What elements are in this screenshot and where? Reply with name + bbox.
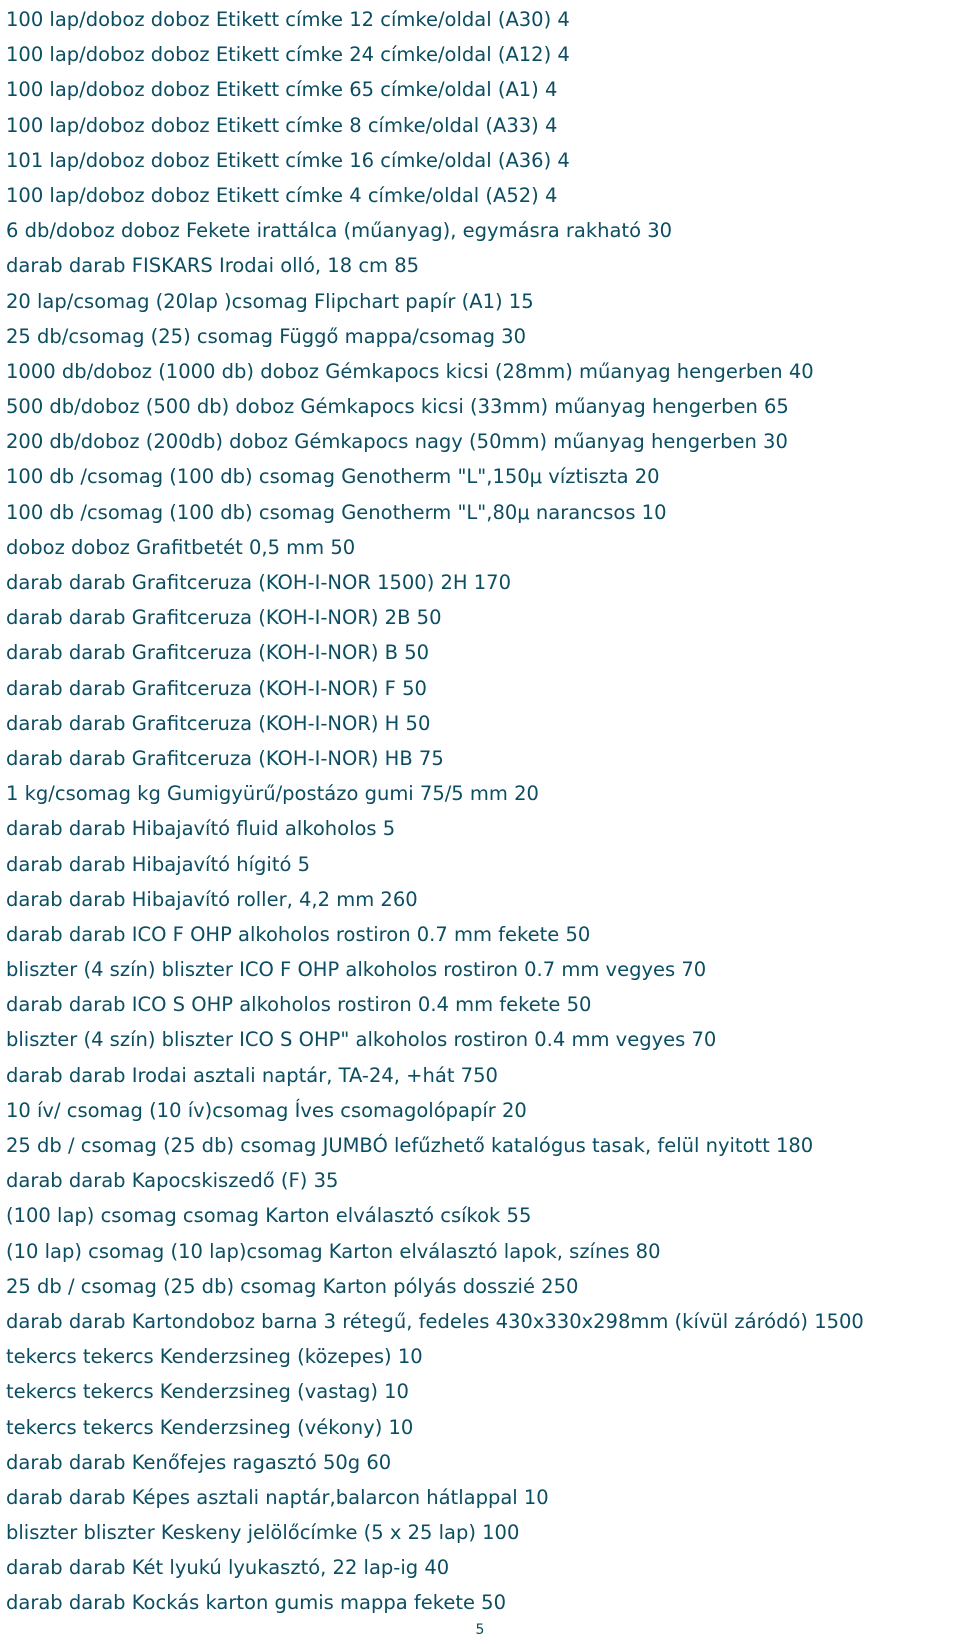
product-line: doboz doboz Grafitbetét 0,5 mm 50	[6, 535, 356, 559]
product-line: darab darab Kapocskiszedő (F) 35	[6, 1169, 339, 1193]
product-line: darab darab Grafitceruza (KOH-I-NOR) H 50	[6, 711, 431, 735]
product-line: darab darab Kenőfejes ragasztó 50g 60	[6, 1450, 392, 1474]
product-line: darab darab Grafitceruza (KOH-I-NOR) F 50	[6, 676, 427, 700]
product-line: darab darab Hibajavító hígitó 5	[6, 852, 311, 876]
product-line: 10 ív/ csomag (10 ív)csomag Íves csomagolópapír 20	[6, 1098, 527, 1122]
product-line: 100 lap/doboz doboz Etikett címke 12 címke/oldal (A30) 4	[6, 8, 570, 31]
product-line: 100 db /csomag (100 db) csomag Genotherm "L",80μ narancsos 10	[6, 500, 667, 524]
product-line: 20 lap/csomag (20lap )csomag Flipchart papír (A1) 15	[6, 289, 534, 313]
product-line: darab darab Grafitceruza (KOH-I-NOR) B 50	[6, 641, 430, 665]
product-line: (100 lap) csomag csomag Karton elválasztó csíkok 55	[6, 1204, 532, 1228]
product-line: bliszter bliszter Keskeny jelölőcímke (5 x 25 lap) 100	[6, 1521, 520, 1545]
product-line: 100 lap/doboz doboz Etikett címke 24 címke/oldal (A12) 4	[6, 43, 570, 67]
product-line: 25 db/csomag (25) csomag Függő mappa/csomag 30	[6, 324, 526, 348]
product-line: tekercs tekercs Kenderzsineg (vastag) 10	[6, 1380, 409, 1404]
product-line: darab darab Hibajavító fluid alkoholos 5	[6, 817, 396, 841]
page-number: 5	[475, 1622, 485, 1638]
product-line: darab darab Irodai asztali naptár, TA-24, +hát 750	[6, 1063, 498, 1087]
product-line: darab darab ICO S OHP alkoholos rostiron 0.4 mm fekete 50	[6, 993, 592, 1017]
product-line: 200 db/doboz (200db) doboz Gémkapocs nagy (50mm) műanyag hengerben 30	[6, 430, 788, 454]
product-line: darab darab Grafitceruza (KOH-I-NOR) HB 75	[6, 746, 444, 770]
product-line-list	[6, 2, 956, 1621]
product-line: 100 lap/doboz doboz Etikett címke 8 címke/oldal (A33) 4	[6, 113, 558, 137]
product-line: 6 db/doboz doboz Fekete irattálca (műanyag), egymásra rakható 30	[6, 219, 673, 243]
product-line: darab darab FISKARS Irodai olló, 18 cm 85	[6, 254, 420, 278]
product-line: tekercs tekercs Kenderzsineg (vékony) 10	[6, 1415, 414, 1439]
product-line: 1 kg/csomag kg Gumigyürű/postázo gumi 75/5 mm 20	[6, 782, 539, 806]
product-line: 1000 db/doboz (1000 db) doboz Gémkapocs kicsi (28mm) műanyag hengerben 40	[6, 359, 814, 383]
product-line: 100 lap/doboz doboz Etikett címke 65 címke/oldal (A1) 4	[6, 78, 558, 102]
product-line: bliszter (4 szín) bliszter ICO F OHP alkoholos rostiron 0.7 mm vegyes 70	[6, 958, 707, 982]
product-line: 25 db / csomag (25 db) csomag JUMBÓ lefűzhető katalógus tasak, felül nyitott 180	[6, 1134, 814, 1157]
product-line: darab darab ICO F OHP alkoholos rostiron 0.7 mm fekete 50	[6, 922, 591, 946]
product-line: darab darab Képes asztali naptár,balarcon hátlappal 10	[6, 1485, 549, 1509]
product-line: 100 lap/doboz doboz Etikett címke 4 címke/oldal (A52) 4	[6, 183, 558, 207]
product-line: tekercs tekercs Kenderzsineg (közepes) 10	[6, 1345, 423, 1369]
product-line: darab darab Grafitceruza (KOH-I-NOR 1500) 2H 170	[6, 571, 511, 594]
product-line: 500 db/doboz (500 db) doboz Gémkapocs kicsi (33mm) műanyag hengerben 65	[6, 395, 789, 419]
product-line: darab darab Grafitceruza (KOH-I-NOR) 2B 50	[6, 606, 442, 630]
product-line: darab darab Kartondoboz barna 3 rétegű, fedeles 430x330x298mm (kívül záródó) 1500	[6, 1309, 864, 1333]
product-line: bliszter (4 szín) bliszter ICO S OHP" alkoholos rostiron 0.4 mm vegyes 70	[6, 1028, 717, 1052]
product-line: darab darab Hibajavító roller, 4,2 mm 260	[6, 887, 418, 911]
product-line: darab darab Kockás karton gumis mappa fekete 50	[6, 1591, 506, 1615]
product-line: 100 db /csomag (100 db) csomag Genotherm "L",150μ víztiszta 20	[6, 465, 660, 489]
product-line: (10 lap) csomag (10 lap)csomag Karton elválasztó lapok, színes 80	[6, 1239, 661, 1263]
product-line: 101 lap/doboz doboz Etikett címke 16 címke/oldal (A36) 4	[6, 148, 570, 172]
product-line: darab darab Két lyukú lyukasztó, 22 lap-ig 40	[6, 1556, 450, 1580]
product-line: 25 db / csomag (25 db) csomag Karton pólyás dosszié 250	[6, 1274, 579, 1298]
